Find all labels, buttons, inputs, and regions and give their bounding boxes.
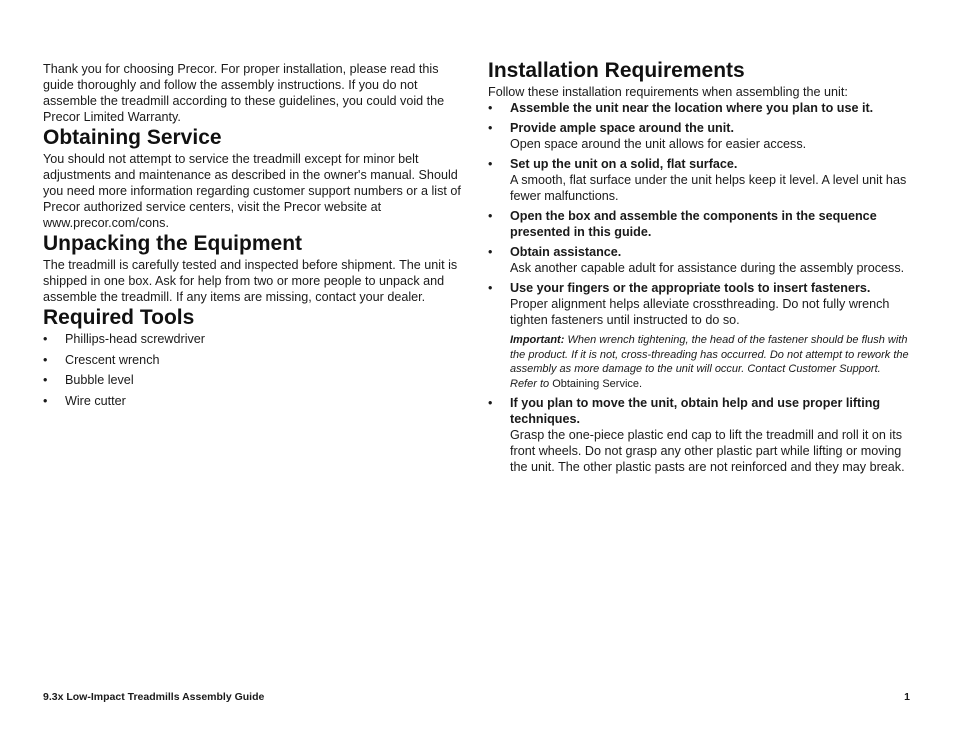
unpacking-heading: Unpacking the Equipment xyxy=(43,232,303,255)
tool-label: Bubble level xyxy=(65,373,134,387)
list-item xyxy=(43,393,465,409)
list-item xyxy=(488,156,910,204)
installation-intro: Follow these installation requirements when assembling the unit: xyxy=(488,85,848,99)
important-note-reference: Obtaining Service. xyxy=(552,377,643,390)
requirement-title: Use your fingers or the appropriate tools to insert fasteners. xyxy=(510,281,871,295)
bullet-icon: • xyxy=(43,373,48,387)
intro-paragraph: Thank you for choosing Precor. For proper installation, please read this guide thoroughly and follow the assembly instructions. If you do not assemble the treadmill according to these guidelines, you could void the Precor Limited Warranty. xyxy=(43,62,445,124)
list-item xyxy=(488,100,910,116)
required-tools-heading: Required Tools xyxy=(43,306,195,329)
list-item xyxy=(488,120,910,152)
list-item xyxy=(488,395,910,475)
bullet-icon: • xyxy=(488,245,493,259)
requirement-title: Provide ample space around the unit. xyxy=(510,121,734,135)
requirement-description: A smooth, flat surface under the unit helps keep it level. A level unit has fewer malfunctions. xyxy=(510,173,907,203)
list-item xyxy=(488,208,910,240)
list-item xyxy=(488,244,910,276)
important-note xyxy=(510,333,910,391)
requirement-title: Open the box and assemble the components in the sequence presented in this guide. xyxy=(510,209,877,239)
requirement-description: Proper alignment helps alleviate crossthreading. Do not fully wrench tighten fasteners until instructed to do so. xyxy=(510,297,890,327)
bullet-icon: • xyxy=(488,157,493,171)
page-number: 1 xyxy=(904,691,910,703)
bullet-icon: • xyxy=(488,101,493,115)
list-item xyxy=(488,280,910,391)
obtaining-service-paragraph: You should not attempt to service the treadmill except for minor belt adjustments and maintenance as described in the owner's manual. Should you need more information regarding customer support numbers or a list of Precor authorized service centers, visit the Precor website at www.precor.com/cons. xyxy=(43,152,461,230)
installation-requirements-heading: Installation Requirements xyxy=(488,59,745,82)
bullet-icon: • xyxy=(488,396,493,411)
required-tools-list xyxy=(43,331,465,409)
bullet-icon: • xyxy=(43,352,48,367)
footer-title: 9.3x Low-Impact Treadmills Assembly Guide xyxy=(43,691,265,703)
requirement-title: Set up the unit on a solid, flat surface. xyxy=(510,157,738,171)
bullet-icon: • xyxy=(488,281,493,295)
requirement-title: Obtain assistance. xyxy=(510,245,622,259)
tool-label: Phillips-head screwdriver xyxy=(65,332,205,346)
tool-label: Crescent wrench xyxy=(65,352,160,367)
important-note-label: Important: xyxy=(510,334,565,346)
requirement-description: Open space around the unit allows for easier access. xyxy=(510,137,807,151)
bullet-icon: • xyxy=(488,121,493,135)
list-item xyxy=(43,331,465,347)
unpacking-paragraph: The treadmill is carefully tested and inspected before shipment. The unit is shipped in one box. Ask for help from two or more people to unpack and assemble the treadmill. If any items are missing, contact your dealer. xyxy=(43,258,458,304)
bullet-icon: • xyxy=(488,209,493,223)
left-column xyxy=(43,61,465,413)
tool-label: Wire cutter xyxy=(65,393,126,408)
requirement-description: Grasp the one-piece plastic end cap to lift the treadmill and roll it on its front wheels. Do not grasp any other plastic part while lifting or moving the unit. The other plastic pasts are not reinforced and they may break. xyxy=(510,428,905,475)
list-item xyxy=(43,372,465,388)
requirement-title: Assemble the unit near the location where you plan to use it. xyxy=(510,101,874,115)
bullet-icon: • xyxy=(43,332,48,346)
list-item xyxy=(43,352,465,368)
requirement-title: If you plan to move the unit, obtain help and use proper lifting techniques. xyxy=(510,396,881,427)
right-column xyxy=(488,58,910,479)
bullet-icon: • xyxy=(43,393,48,408)
installation-requirements-list xyxy=(488,100,910,475)
important-note-text: When wrench tightening, the head of the fastener should be flush with the product. If it is not, cross-threading has occurred. Do not attempt to rework the assembly as more damage to the unit will occur. Contact Customer Support. Refer to xyxy=(510,334,909,390)
requirement-description: Ask another capable adult for assistance during the assembly process. xyxy=(510,261,905,275)
obtaining-service-heading: Obtaining Service xyxy=(43,126,222,149)
